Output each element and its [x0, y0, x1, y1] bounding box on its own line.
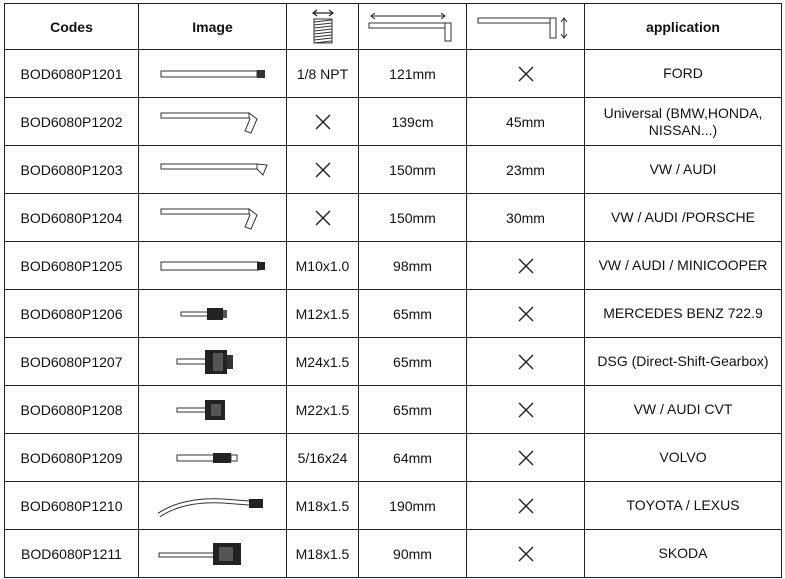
application-text: TOYOTA / LEXUS — [585, 482, 782, 530]
thread-size: M18x1.5 — [287, 482, 359, 530]
offset-value-na — [467, 338, 585, 386]
table-row — [5, 50, 782, 98]
adapter-spec-table — [4, 3, 782, 578]
table-row — [5, 242, 782, 290]
offset-value: 45mm — [467, 98, 585, 146]
curved-tube-icon — [153, 491, 273, 521]
offset-value: 23mm — [467, 146, 585, 194]
application-text: FORD — [585, 50, 782, 98]
thread-size-na — [287, 146, 359, 194]
length-value: 150mm — [359, 146, 467, 194]
length-value: 150mm — [359, 194, 467, 242]
length-icon — [365, 10, 461, 44]
length-value: 65mm — [359, 290, 467, 338]
thread-size-na — [287, 98, 359, 146]
part-code: BOD6080P1211 — [5, 530, 139, 578]
thread-size-na — [287, 194, 359, 242]
application-text: DSG (Direct-Shift-Gearbox) — [585, 338, 782, 386]
application-text: VW / AUDI CVT — [585, 386, 782, 434]
application-text: VW / AUDI — [585, 146, 782, 194]
thread-size: M18x1.5 — [287, 530, 359, 578]
part-code: BOD6080P1206 — [5, 290, 139, 338]
length-value: 64mm — [359, 434, 467, 482]
offset-value-na — [467, 242, 585, 290]
cross-icon — [517, 401, 535, 419]
length-value: 121mm — [359, 50, 467, 98]
straight-tube-dark-icon — [153, 251, 273, 281]
offset-value-na — [467, 482, 585, 530]
part-code: BOD6080P1209 — [5, 434, 139, 482]
offset-value: 30mm — [467, 194, 585, 242]
length-value: 139cm — [359, 98, 467, 146]
small-adapter-icon — [153, 299, 273, 329]
header-codes: Codes — [5, 4, 139, 50]
part-image — [139, 242, 287, 290]
bent-tube-icon — [153, 203, 273, 233]
header-row — [5, 4, 782, 50]
length-value: 65mm — [359, 338, 467, 386]
part-code: BOD6080P1201 — [5, 50, 139, 98]
table-row — [5, 98, 782, 146]
part-image — [139, 98, 287, 146]
cross-icon — [314, 209, 332, 227]
table-row — [5, 386, 782, 434]
part-image — [139, 338, 287, 386]
cross-icon — [517, 305, 535, 323]
application-text: SKODA — [585, 530, 782, 578]
application-text: VW / AUDI / MINICOOPER — [585, 242, 782, 290]
thread-size: 1/8 NPT — [287, 50, 359, 98]
offset-value-na — [467, 434, 585, 482]
thread-size: M22x1.5 — [287, 386, 359, 434]
header-thread — [287, 4, 359, 50]
table-row — [5, 194, 782, 242]
offset-icon — [476, 10, 576, 44]
cross-icon — [517, 449, 535, 467]
angled-tip-tube-icon — [153, 155, 273, 185]
table-row — [5, 290, 782, 338]
cross-icon — [517, 545, 535, 563]
header-offset — [467, 4, 585, 50]
application-text: Universal (BMW,HONDA, NISSAN...) — [585, 98, 782, 146]
table-row — [5, 434, 782, 482]
length-value: 65mm — [359, 386, 467, 434]
part-code: BOD6080P1208 — [5, 386, 139, 434]
part-image — [139, 386, 287, 434]
part-image — [139, 530, 287, 578]
bent-tube-icon — [153, 107, 273, 137]
medium-adapter-icon — [153, 395, 273, 425]
offset-value-na — [467, 290, 585, 338]
cross-icon — [517, 497, 535, 515]
threaded-rod-adapter-icon — [153, 443, 273, 473]
thread-size: M10x1.0 — [287, 242, 359, 290]
part-code: BOD6080P1207 — [5, 338, 139, 386]
table-row — [5, 530, 782, 578]
part-code: BOD6080P1210 — [5, 482, 139, 530]
part-code: BOD6080P1205 — [5, 242, 139, 290]
part-image — [139, 290, 287, 338]
part-image — [139, 482, 287, 530]
part-code: BOD6080P1202 — [5, 98, 139, 146]
cross-icon — [314, 113, 332, 131]
header-application: application — [585, 4, 782, 50]
part-image — [139, 194, 287, 242]
large-adapter-icon — [153, 347, 273, 377]
part-image — [139, 146, 287, 194]
part-code: BOD6080P1203 — [5, 146, 139, 194]
length-value: 98mm — [359, 242, 467, 290]
long-adapter-icon — [153, 539, 273, 569]
cross-icon — [517, 65, 535, 83]
cross-icon — [517, 353, 535, 371]
offset-value-na — [467, 386, 585, 434]
offset-value-na — [467, 530, 585, 578]
thread-size: 5/16x24 — [287, 434, 359, 482]
part-image — [139, 434, 287, 482]
table-row — [5, 338, 782, 386]
table-row — [5, 482, 782, 530]
table-row — [5, 146, 782, 194]
thread-icon — [309, 9, 337, 45]
offset-value-na — [467, 50, 585, 98]
header-image: Image — [139, 4, 287, 50]
straight-tube-threaded-icon — [153, 59, 273, 89]
application-text: MERCEDES BENZ 722.9 — [585, 290, 782, 338]
part-image — [139, 50, 287, 98]
header-length — [359, 4, 467, 50]
cross-icon — [517, 257, 535, 275]
application-text: VW / AUDI /PORSCHE — [585, 194, 782, 242]
part-code: BOD6080P1204 — [5, 194, 139, 242]
length-value: 190mm — [359, 482, 467, 530]
thread-size: M24x1.5 — [287, 338, 359, 386]
application-text: VOLVO — [585, 434, 782, 482]
cross-icon — [314, 161, 332, 179]
thread-size: M12x1.5 — [287, 290, 359, 338]
length-value: 90mm — [359, 530, 467, 578]
